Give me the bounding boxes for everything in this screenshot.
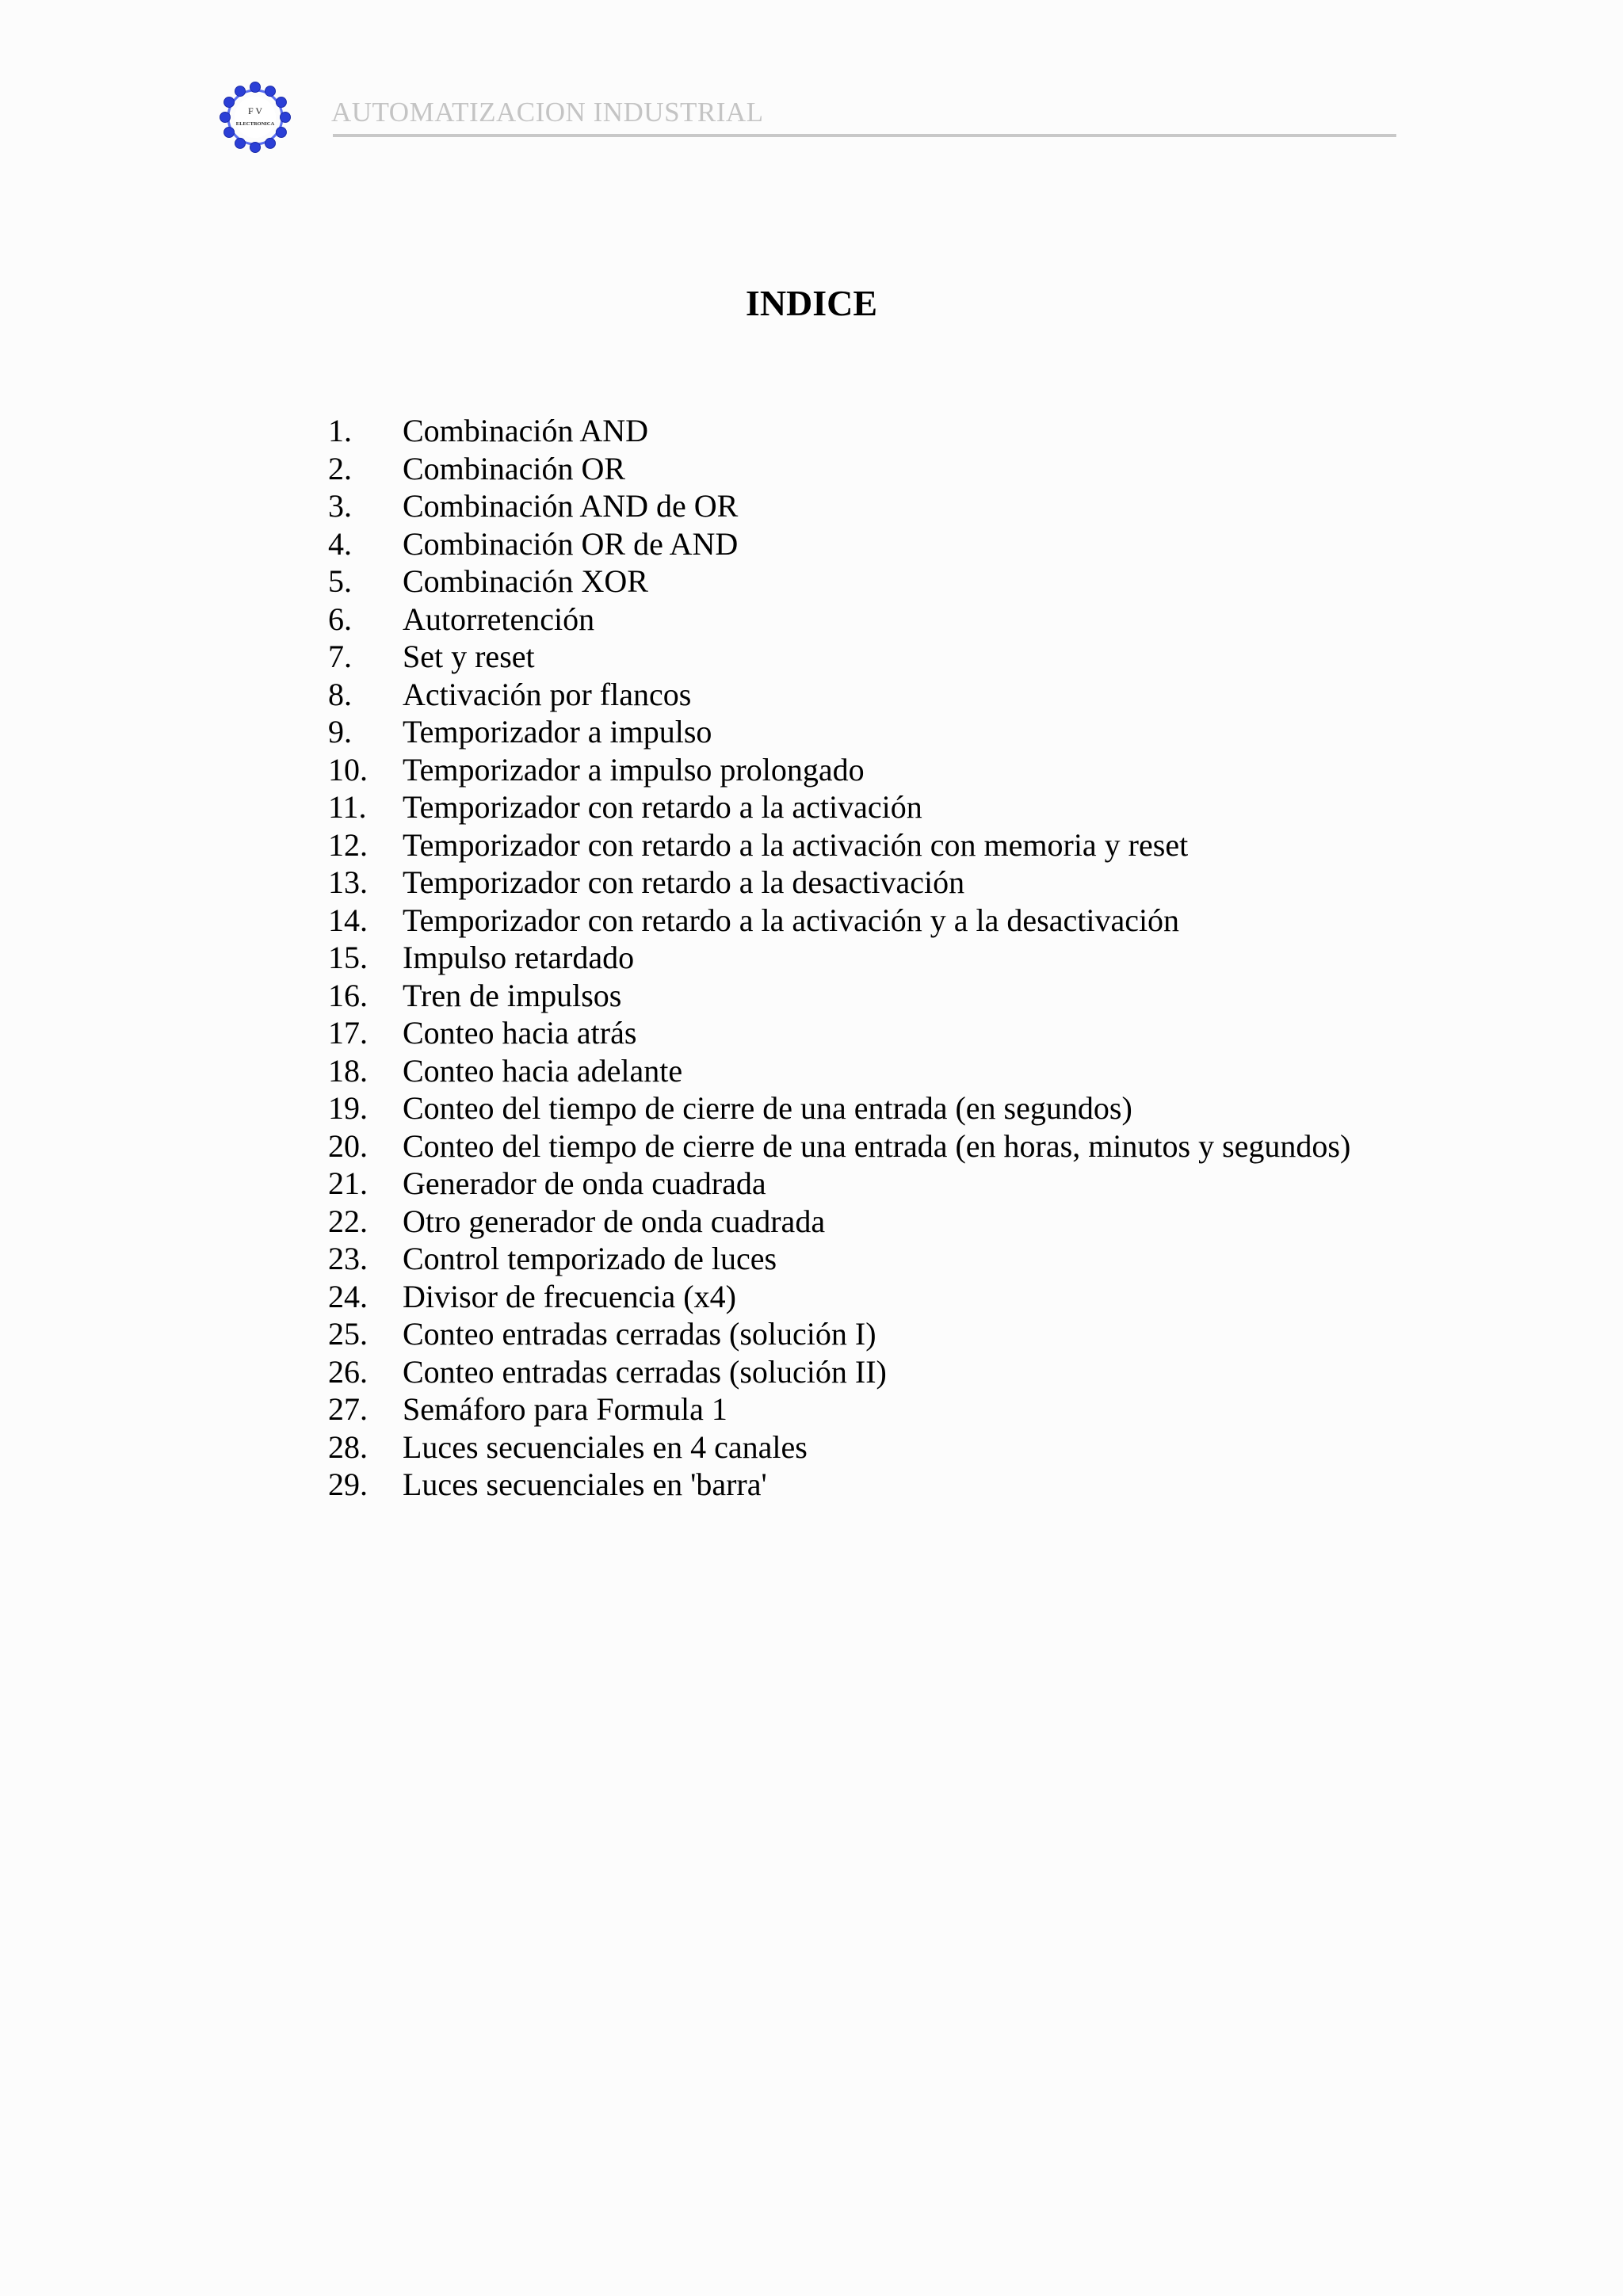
index-item [328, 939, 1350, 977]
index-item-label: Temporizador a impulso prolongado [403, 751, 865, 788]
index-item-number: 29. [328, 1466, 368, 1502]
logo-dot [235, 138, 246, 148]
index-item [328, 1428, 1350, 1466]
index-item-number: 21. [328, 1165, 368, 1201]
index-item [328, 864, 1350, 902]
index-item [328, 1466, 1350, 1504]
index-item-number: 8. [328, 676, 352, 712]
index-item [328, 638, 1350, 676]
index-item-number: 26. [328, 1353, 368, 1390]
logo-dot [265, 86, 276, 97]
index-item [328, 1014, 1350, 1052]
index-item [328, 676, 1350, 714]
index-item-label: Impulso retardado [403, 940, 635, 975]
logo-dot [224, 97, 235, 108]
index-item-label: Activación por flancos [403, 676, 692, 712]
index-item-label: Luces secuenciales en 4 canales [403, 1428, 808, 1465]
index-item-number: 7. [328, 639, 352, 674]
index-item [328, 713, 1350, 751]
index-item-number: 11. [328, 789, 367, 825]
index-item [328, 902, 1350, 940]
index-item [328, 1165, 1350, 1203]
index-item [328, 1089, 1350, 1127]
index-item-number: 15. [328, 940, 368, 975]
index-item-number: 23. [328, 1241, 368, 1276]
index-item-number: 20. [328, 1127, 368, 1164]
index-item [328, 1315, 1350, 1353]
index-item-label: Autorretención [403, 601, 595, 637]
logo-dot [224, 128, 235, 138]
index-item-label: Conteo del tiempo de cierre de una entrada (en segundos) [403, 1090, 1132, 1126]
index-item-label: Temporizador con retardo a la activación con memoria y reset [403, 826, 1189, 863]
index-item [328, 487, 1350, 525]
index-item-number: 1. [328, 413, 352, 448]
index-item-number: 2. [328, 450, 352, 486]
index-item [328, 412, 1350, 450]
index-item-label: Combinación OR [403, 450, 626, 486]
index-item-label: Semáforo para Formula 1 [403, 1391, 727, 1427]
logo-dot [281, 113, 291, 123]
logo-dot [220, 113, 231, 123]
index-item-number: 12. [328, 826, 368, 863]
logo-dot [276, 97, 286, 108]
index-item-label: Generador de onda cuadrada [403, 1165, 766, 1201]
logo-dot [265, 138, 276, 148]
logo-text-bottom: ELECTRONICA [235, 121, 275, 127]
index-item-label: Temporizador con retardo a la activación [403, 789, 922, 825]
index-item [328, 1240, 1350, 1278]
index-item [328, 601, 1350, 639]
index-item-number: 3. [328, 488, 352, 524]
index-item [328, 788, 1350, 826]
index-item-number: 28. [328, 1428, 368, 1465]
index-item-number: 16. [328, 977, 368, 1013]
index-item-number: 19. [328, 1090, 368, 1126]
index-item [328, 1278, 1350, 1316]
index-item-number: 6. [328, 601, 352, 637]
index-item-number: 13. [328, 864, 368, 900]
page-title [0, 282, 1623, 324]
index-item-label: Conteo del tiempo de cierre de una entrada (en horas, minutos y segundos) [403, 1127, 1351, 1164]
index-item [328, 977, 1350, 1015]
header-divider [333, 134, 1396, 137]
index-item-label: Temporizador con retardo a la activación y a la desactivación [403, 902, 1180, 938]
index-item-label: Temporizador con retardo a la desactivación [403, 864, 965, 900]
index-item [328, 525, 1350, 563]
index-item-label: Temporizador a impulso [403, 714, 712, 749]
index-item-label: Control temporizado de luces [403, 1241, 777, 1276]
index-item [328, 1127, 1350, 1165]
index-item [328, 563, 1350, 601]
index-item [328, 450, 1350, 488]
index-item-number: 10. [328, 751, 368, 788]
index-item-label: Set y reset [403, 639, 535, 674]
index-item [328, 826, 1350, 864]
index-item-label: Conteo entradas cerradas (solución I) [403, 1316, 876, 1352]
index-item-label: Otro generador de onda cuadrada [403, 1203, 826, 1239]
index-item-label: Combinación AND de OR [403, 488, 739, 524]
index-item-number: 27. [328, 1391, 368, 1427]
index-item-label: Tren de impulsos [403, 977, 622, 1013]
index-list [328, 412, 1350, 1504]
index-item-number: 5. [328, 563, 352, 599]
index-item-label: Combinación AND [403, 413, 648, 448]
index-item-number: 9. [328, 714, 352, 749]
index-item-label: Conteo hacia adelante [403, 1052, 683, 1089]
index-item-label: Conteo entradas cerradas (solución II) [403, 1353, 887, 1390]
index-item-number: 4. [328, 525, 352, 562]
index-item-number: 24. [328, 1278, 368, 1314]
logo-text-top: F V [247, 105, 263, 116]
index-item-number: 25. [328, 1316, 368, 1352]
index-item-label: Combinación OR de AND [403, 525, 739, 562]
logo-dot [276, 128, 286, 138]
index-item [328, 1353, 1350, 1391]
page-title-text: INDICE [745, 283, 878, 323]
index-item-label: Luces secuenciales en 'barra' [403, 1466, 767, 1502]
index-item-number: 18. [328, 1052, 368, 1089]
logo-dot [250, 82, 261, 93]
index-item-label: Divisor de frecuencia (x4) [403, 1278, 736, 1314]
index-item [328, 1052, 1350, 1090]
index-item-number: 17. [328, 1015, 368, 1051]
index-item [328, 1390, 1350, 1428]
index-item [328, 751, 1350, 789]
index-item [328, 1203, 1350, 1241]
fv-electronica-logo-icon [217, 79, 293, 155]
index-item-number: 22. [328, 1203, 368, 1239]
header-title: AUTOMATIZACION INDUSTRIAL [331, 97, 764, 128]
index-item-number: 14. [328, 902, 368, 938]
logo-dot [235, 86, 246, 97]
logo-dot [250, 143, 261, 153]
index-item-label: Conteo hacia atrás [403, 1015, 637, 1051]
index-item-label: Combinación XOR [403, 563, 648, 599]
